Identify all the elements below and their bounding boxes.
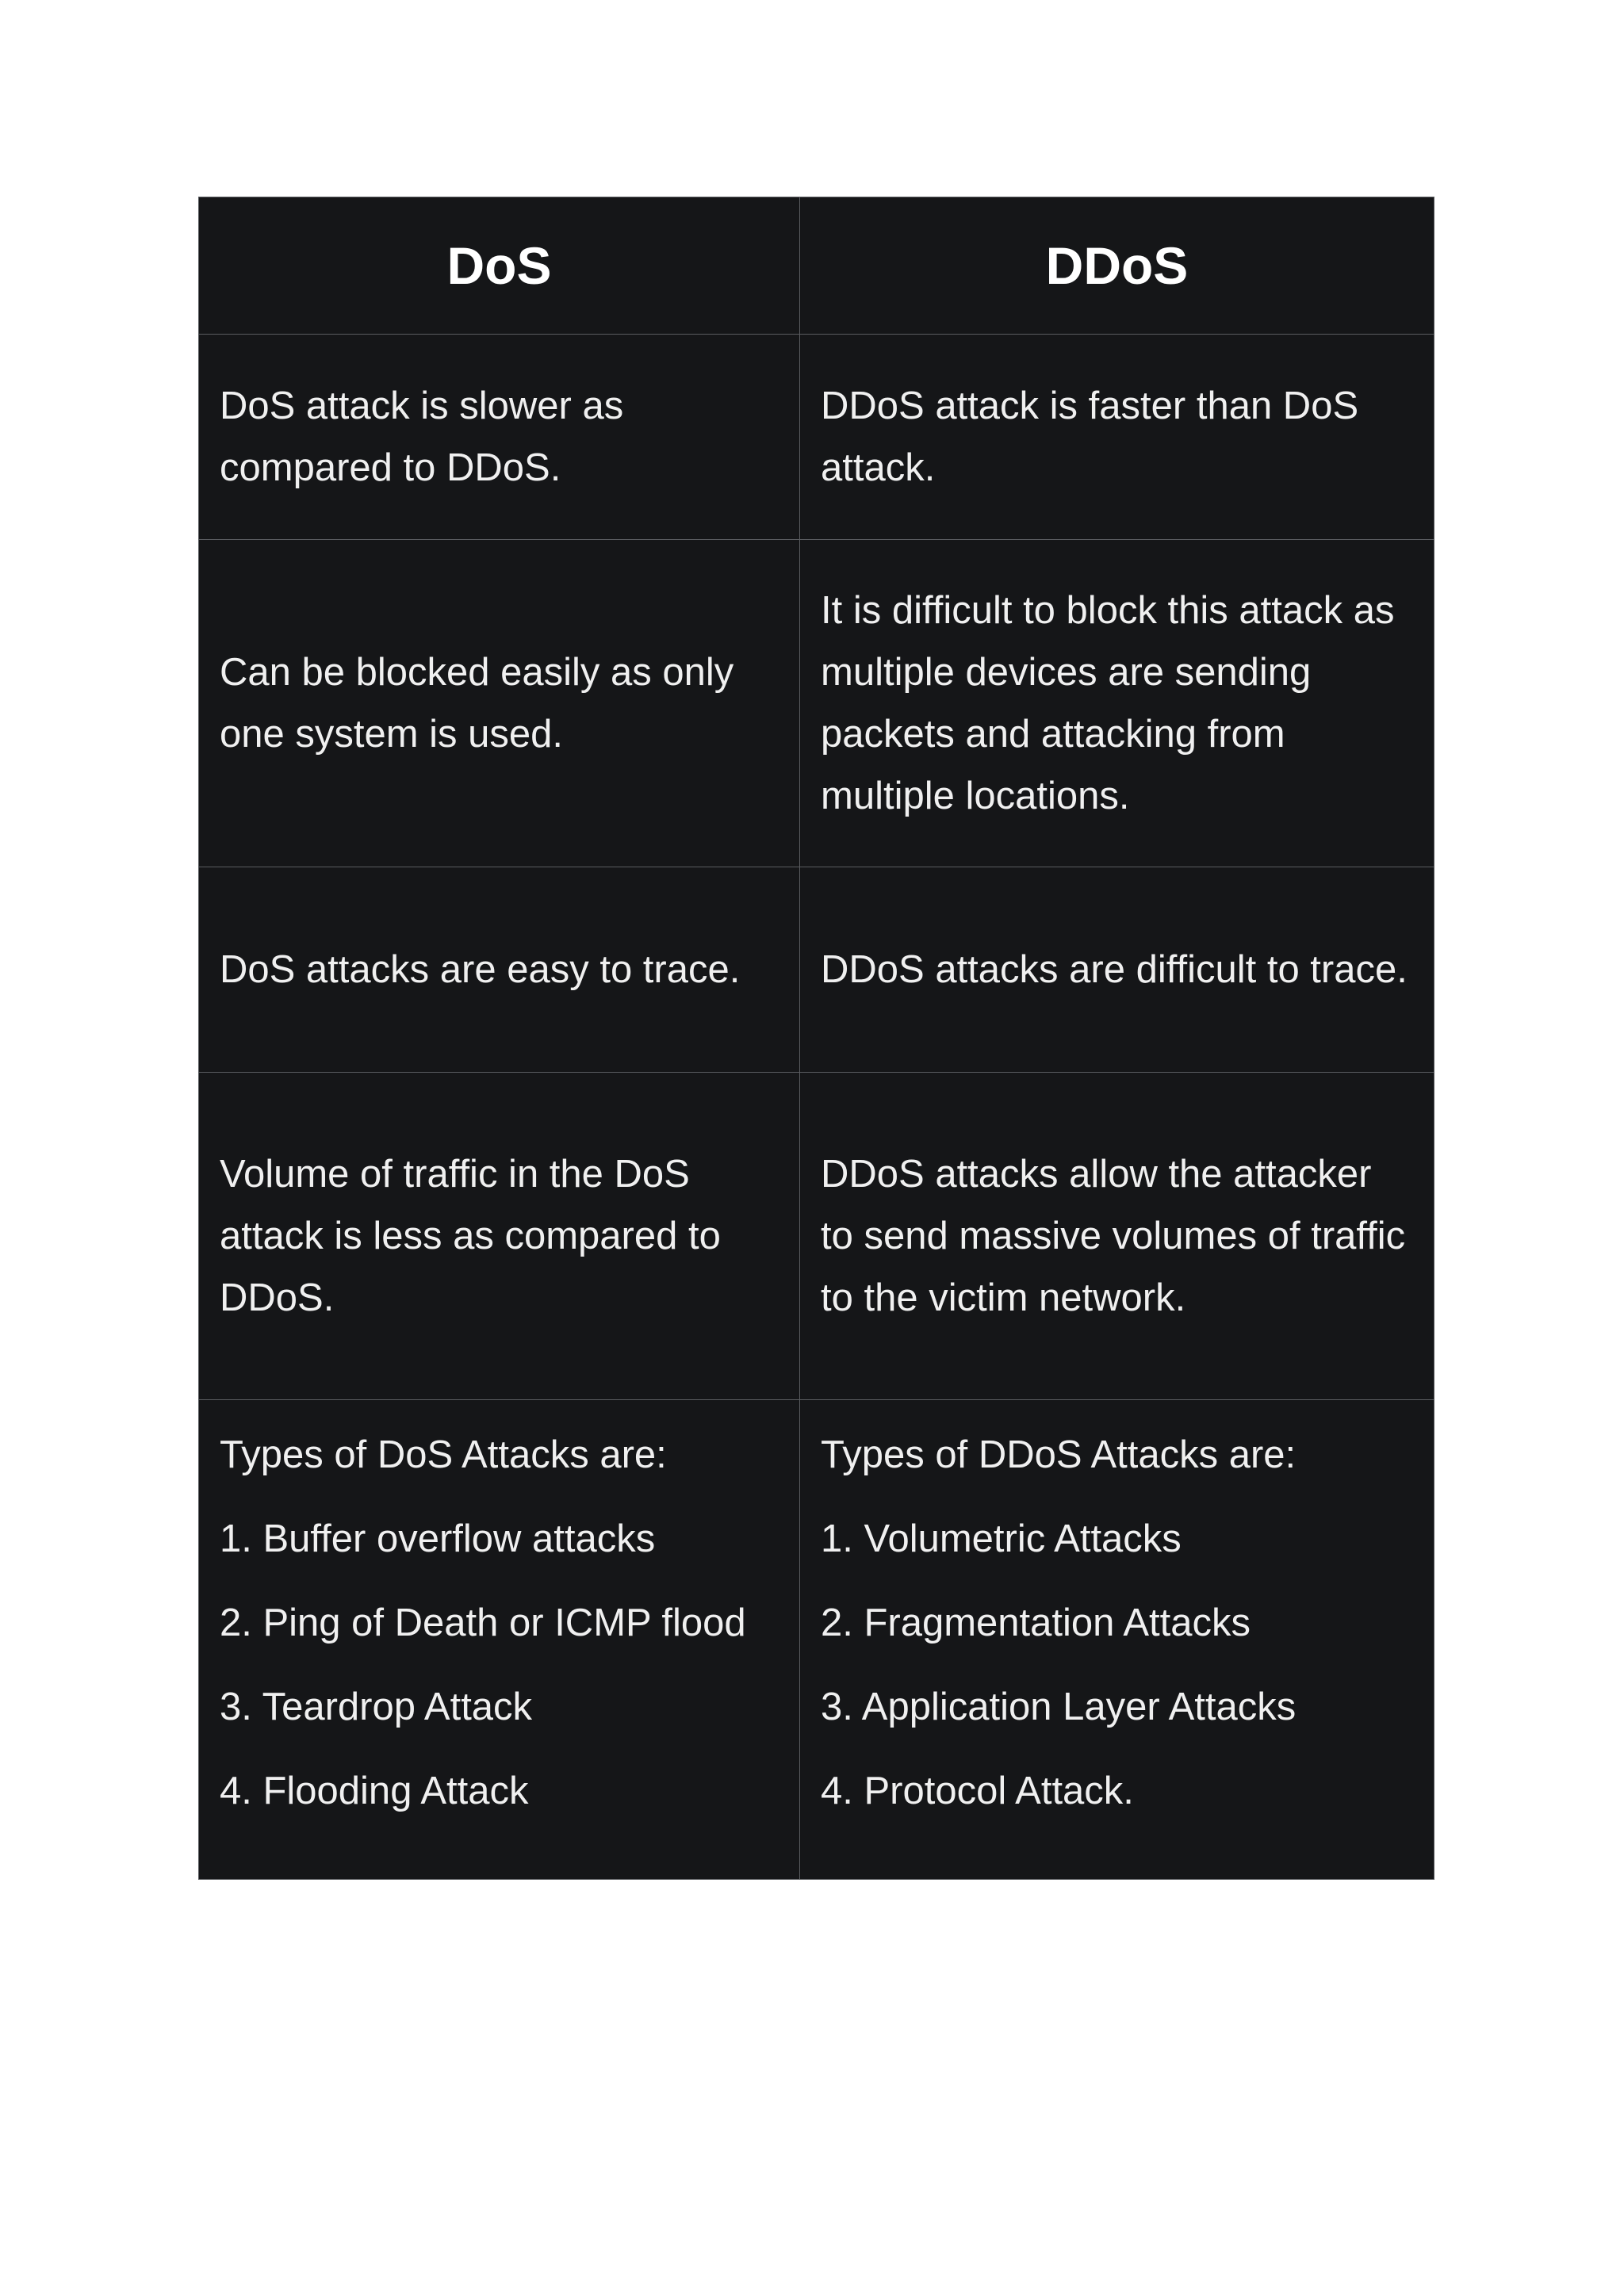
table-row [199, 335, 1434, 540]
ddos-cell: It is difficult to block this attack as multiple devices are sending packets and attacking from multiple locations. [800, 540, 1434, 867]
list-item: 4. Flooding Attack [220, 1770, 529, 1812]
dos-types-heading: Types of DoS Attacks are: [220, 1433, 667, 1476]
dos-cell: DoS attack is slower as compared to DDoS. [199, 335, 800, 540]
table-row [199, 867, 1434, 1073]
list-item: 1. Buffer overflow attacks [220, 1517, 656, 1560]
dos-cell: Volume of traffic in the DoS attack is less as compared to DDoS. [199, 1073, 800, 1400]
ddos-cell: DDoS attack is faster than DoS attack. [800, 335, 1434, 540]
dos-types-cell [199, 1400, 800, 1880]
dos-cell: Can be blocked easily as only one system is used. [199, 540, 800, 867]
ddos-types-cell [800, 1400, 1434, 1880]
dos-types-list [220, 1413, 779, 1833]
header-row [199, 197, 1434, 335]
comparison-table [198, 197, 1434, 1880]
list-item: 2. Fragmentation Attacks [821, 1601, 1251, 1644]
table-row [199, 540, 1434, 867]
ddos-types-heading: Types of DDoS Attacks are: [821, 1433, 1297, 1476]
list-item: 3. Application Layer Attacks [821, 1686, 1297, 1728]
table-row-types [199, 1400, 1434, 1880]
header-ddos: DDoS [800, 197, 1434, 335]
list-item: 1. Volumetric Attacks [821, 1517, 1182, 1560]
table-row [199, 1073, 1434, 1400]
header-dos: DoS [199, 197, 800, 335]
ddos-cell: DDoS attacks allow the attacker to send massive volumes of traffic to the victim network. [800, 1073, 1434, 1400]
ddos-types-list [821, 1413, 1413, 1833]
list-item: 3. Teardrop Attack [220, 1686, 533, 1728]
ddos-cell: DDoS attacks are difficult to trace. [800, 867, 1434, 1073]
list-item: 4. Protocol Attack. [821, 1770, 1134, 1812]
list-item: 2. Ping of Death or ICMP flood [220, 1601, 746, 1644]
dos-cell: DoS attacks are easy to trace. [199, 867, 800, 1073]
